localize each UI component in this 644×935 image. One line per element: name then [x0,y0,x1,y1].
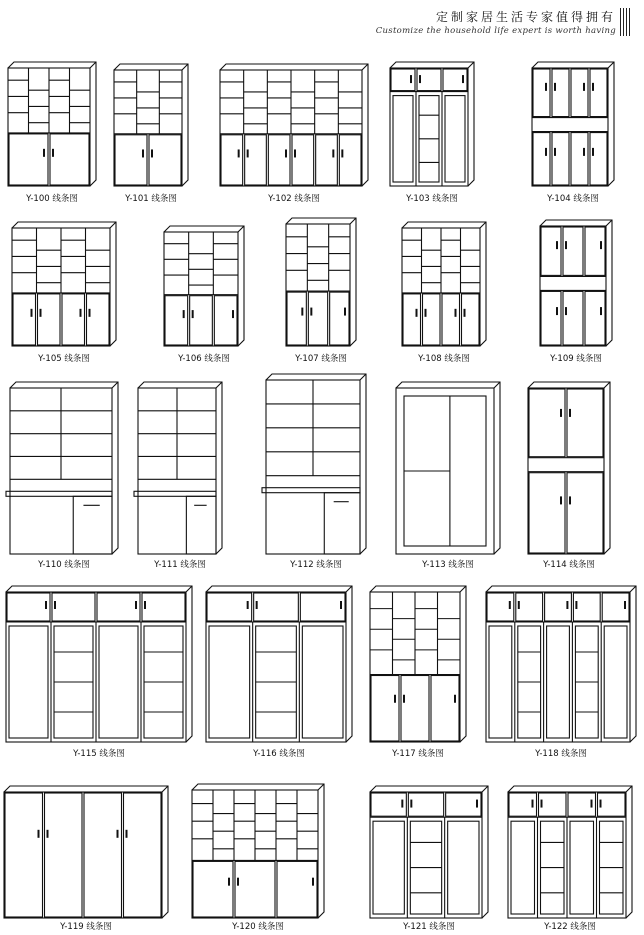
door-panel [552,69,569,117]
door-panel [446,793,481,816]
door-panel [339,135,361,185]
item-caption: Y-110 线条图 [38,560,90,570]
furniture-line-drawing [4,786,168,918]
item-caption: Y-116 线条图 [253,749,305,759]
item-caption: Y-122 线条图 [544,922,596,932]
brand-header [330,6,630,50]
item-caption: Y-111 线条图 [154,560,206,570]
catalog-item [164,226,244,364]
cabinet-depth [396,382,500,554]
catalog-item [390,62,474,204]
furniture-line-drawing [370,786,488,918]
door-panel [567,473,603,553]
door-panel [442,294,460,345]
door-panel [401,676,429,742]
door-panel [330,292,349,345]
door-panel [235,861,275,917]
door-panel [571,133,588,185]
furniture-line-drawing [12,222,116,346]
door-panel [142,593,185,621]
door-panel [221,135,243,185]
door-panel [5,793,43,917]
door-panel [590,69,607,117]
door-panel [193,861,233,917]
door-panel [598,793,626,816]
cabinet-depth [10,382,118,554]
door-panel [371,793,406,816]
door-panel [541,227,561,275]
catalog-item [370,586,466,759]
door-panel [62,294,85,345]
item-caption: Y-100 线条图 [26,194,78,204]
door-panel [277,861,317,917]
item-caption: Y-108 线条图 [418,354,470,364]
door-panel [567,389,603,457]
door-panel [423,294,441,345]
item-caption: Y-120 线条图 [232,922,284,932]
cabinet-front [486,592,630,742]
catalog-item [114,64,188,204]
furniture-line-drawing [206,586,352,742]
furniture-line-drawing [508,786,632,918]
door-panel [529,473,565,553]
door-panel [115,135,147,185]
door-panel [533,69,550,117]
catalog-item [220,64,368,204]
catalog-item [286,218,356,364]
item-caption: Y-104 线条图 [547,194,599,204]
catalog-item [540,220,612,364]
cabinet-front [206,592,346,742]
door-panel [585,227,605,275]
furniture-line-drawing [390,62,474,186]
cabinet-front [164,232,238,346]
furniture-line-drawing [266,374,366,554]
cabinet-depth [4,786,168,918]
furniture-line-drawing [396,382,500,554]
catalog-item [486,586,636,759]
item-caption: Y-102 线条图 [268,194,320,204]
door-panel [590,133,607,185]
door-panel [300,593,345,621]
furniture-line-drawing [532,62,614,186]
cabinet-depth [390,62,474,186]
door-panel [462,294,480,345]
cabinet-front [370,792,482,918]
door-panel [371,676,399,742]
door-panel [268,135,290,185]
door-panel [13,294,36,345]
item-caption: Y-112 线条图 [290,560,342,570]
catalog-item [402,222,486,364]
catalog-item [528,382,610,570]
door-panel [254,593,299,621]
catalog-item [192,784,324,932]
door-panel [431,676,459,742]
catalog-item [370,786,488,932]
catalog-item [8,62,96,204]
door-panel [190,296,213,345]
catalog-item [508,786,632,932]
door-panel [7,593,50,621]
door-panel [214,296,237,345]
door-panel [245,135,267,185]
furniture-line-drawing [486,586,636,742]
cabinet-front [286,224,350,346]
door-panel [585,291,605,345]
door-panel [50,134,89,185]
furniture-line-drawing [370,586,466,742]
door-panel [408,793,443,816]
furniture-line-drawing [402,222,486,346]
door-panel [84,793,122,917]
door-panel [124,793,162,917]
furniture-line-drawing [540,220,612,346]
item-caption: Y-117 线条图 [392,749,444,759]
door-panel [165,296,188,345]
catalog-item [206,586,352,759]
catalog-item [138,382,222,570]
furniture-line-drawing [192,784,324,918]
door-panel [45,793,83,917]
furniture-line-drawing [138,382,222,554]
door-panel [563,291,583,345]
door-panel [87,294,110,345]
furniture-line-drawing [220,64,368,186]
item-caption: Y-101 线条图 [125,194,177,204]
item-caption: Y-118 线条图 [535,749,587,759]
door-panel [516,593,543,621]
cabinet-front [540,226,606,346]
door-panel [97,593,140,621]
cabinet-depth [532,62,614,186]
door-panel [573,593,600,621]
item-caption: Y-105 线条图 [38,354,90,364]
brand-subtitle: Customize the household life expert is worth having [375,26,616,36]
catalog-item [10,382,118,570]
item-caption: Y-109 线条图 [550,354,602,364]
item-caption: Y-113 线条图 [422,560,474,570]
item-caption: Y-121 线条图 [403,922,455,932]
door-panel [292,135,314,185]
door-panel [539,793,567,816]
catalog-item [396,382,500,570]
door-panel [563,227,583,275]
door-panel [9,134,48,185]
door-panel [316,135,338,185]
cabinet-depth [206,586,352,742]
cabinet-front [390,68,468,186]
catalog-item [6,586,192,759]
furniture-line-drawing [8,62,96,186]
furniture-line-drawing [528,382,610,554]
catalog-item [4,786,168,932]
door-panel [207,593,252,621]
door-panel [287,292,306,345]
item-caption: Y-103 线条图 [406,194,458,204]
item-caption: Y-106 线条图 [178,354,230,364]
cabinet-front [114,70,182,186]
cabinet-front [532,68,608,186]
cabinet-depth [486,586,636,742]
cabinet-depth [528,382,610,554]
cabinet-depth [138,382,222,554]
item-caption: Y-119 线条图 [60,922,112,932]
catalog-item [266,374,366,570]
furniture-line-drawing [10,382,118,554]
item-caption: Y-115 线条图 [73,749,125,759]
brand-title: 定制家居生活专家值得拥有 [435,10,616,24]
furniture-line-drawing [286,218,356,346]
item-caption: Y-107 线条图 [295,354,347,364]
cabinet-depth [370,586,466,742]
furniture-line-drawing [114,64,188,186]
door-panel [308,292,327,345]
cabinet-depth [266,374,366,554]
furniture-line-drawing [164,226,244,346]
cabinet-front [4,792,162,918]
decorative-bars [620,8,630,36]
cabinet-depth [370,786,488,918]
door-panel [541,291,561,345]
door-panel [533,133,550,185]
door-panel [52,593,95,621]
item-caption: Y-114 线条图 [543,560,595,570]
door-panel [552,133,569,185]
catalog-item [532,62,614,204]
door-panel [529,389,565,457]
door-panel [571,69,588,117]
door-panel [403,294,421,345]
catalog-item [12,222,116,364]
cabinet-front [528,388,604,554]
door-panel [149,135,181,185]
door-panel [38,294,61,345]
furniture-line-drawing [6,586,192,742]
cabinet-depth [540,220,612,346]
